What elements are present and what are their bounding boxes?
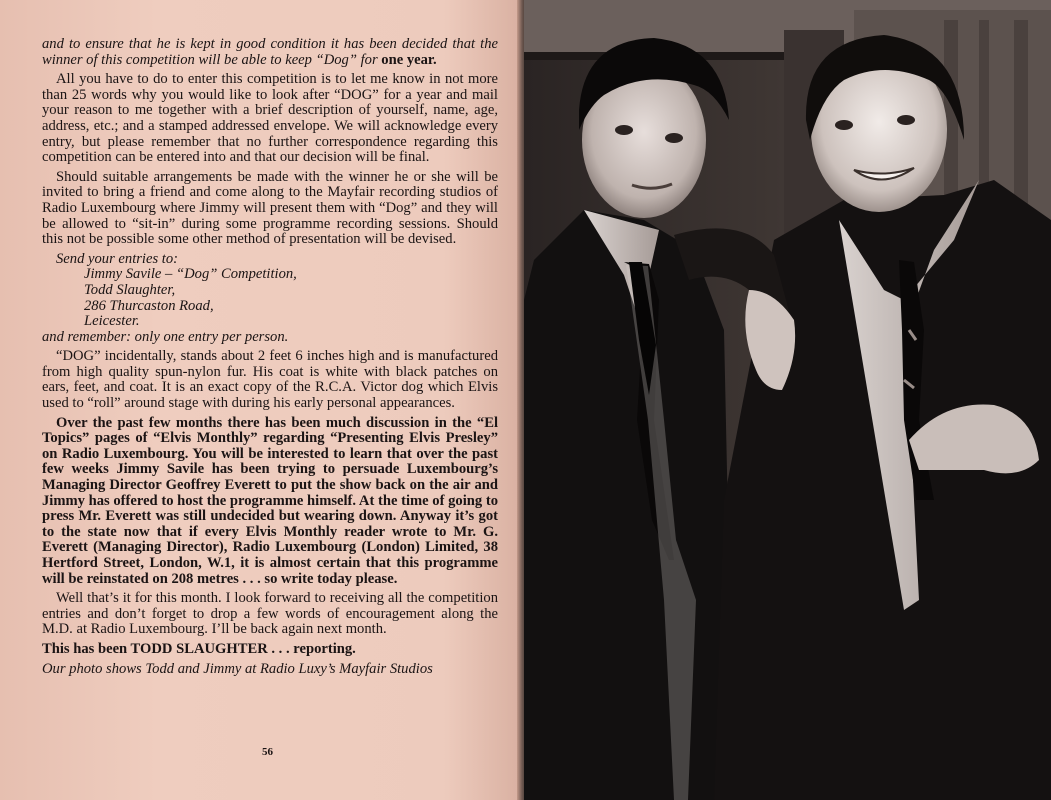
- intro-italic: and to ensure that he is kept in good condition it has been decided that the winner of this competition will be able to keep “Dog” for: [42, 36, 498, 68]
- address-send: Send your entries to:: [56, 250, 178, 267]
- photo-page: [524, 0, 1051, 800]
- article-column: [42, 37, 498, 681]
- paragraph-radio-luxembourg: Over the past few months there has been much discussion in the “El Topics” pages of “Elvis Monthly” regarding “Presenting Elvis Presley” on Radio Luxembourg. You will be interested to learn that over the past few weeks Jimmy Savile has been trying to persuade Luxembourg’s Managing Director Geoffrey Everett to put the show back on the air and Jimmy has offered to host the programme himself. At the time of going to press Mr. Everett was still undecided but wearing down. Anyway it’s got to the state now that if every Elvis Monthly reader wrote to Mr. G. Everett (Managing Director), Radio Luxembourg (London) Limited, 38 Hertford Street, London, W.1, it is almost certain that this programme will be reinstated on 208 metres . . . so write today please.: [42, 414, 498, 587]
- intro-bold: one year.: [381, 51, 437, 68]
- text-page: [0, 0, 522, 800]
- address-line-3: 286 Thurcaston Road,: [84, 297, 214, 314]
- intro-paragraph: [42, 37, 498, 68]
- address-block: [42, 252, 498, 330]
- page-number: 56: [262, 746, 273, 758]
- photo-caption: Our photo shows Todd and Jimmy at Radio Luxy’s Mayfair Studios: [42, 660, 433, 677]
- address-line-4: Leicester.: [84, 313, 140, 330]
- address-line-2: Todd Slaughter,: [84, 281, 176, 298]
- paragraph-dog-description: “DOG” incidentally, stands about 2 feet 6 inches high and is manufactured from high quality spun-nylon fur. His coat is white with black patches on ears, feet, and coat. It is an exact copy of the R.C.A. Victor dog which Elvis used to “roll” around stage with during his early personal appearances.: [42, 348, 498, 412]
- paragraph-entry-instructions: All you have to do to enter this competition is to let me know in not more than 25 words why you would like to look after “DOG” for a year and mail your reason to me together with a brief description of yourself, name, age, address, etc.; and a stamped addressed envelope. We will acknowledge every entry, but please remember that no further correspondence regarding this competition can be entered into and that our decision will be final.: [42, 71, 498, 166]
- photo-todd-and-jimmy: [524, 0, 1051, 800]
- remember-note: and remember: only one entry per person.: [42, 328, 289, 345]
- signoff: This has been TODD SLAUGHTER . . . reporting.: [42, 640, 356, 657]
- address-line-1: Jimmy Savile – “Dog” Competition,: [84, 266, 297, 283]
- paragraph-closing: Well that’s it for this month. I look forward to receiving all the competition entries and don’t forget to drop a few words of encouragement along the M.D. at Radio Luxembourg. I’ll be back again next month.: [42, 590, 498, 638]
- paragraph-arrangements: Should suitable arrangements be made with the winner he or she will be invited to bring a friend and come along to the Mayfair recording studios of Radio Luxembourg where Jimmy will present them with “Dog” and they will be allowed to “sit-in” during some programme recording sessions. Should this not be possible some other method of presentation will be devised.: [42, 168, 498, 248]
